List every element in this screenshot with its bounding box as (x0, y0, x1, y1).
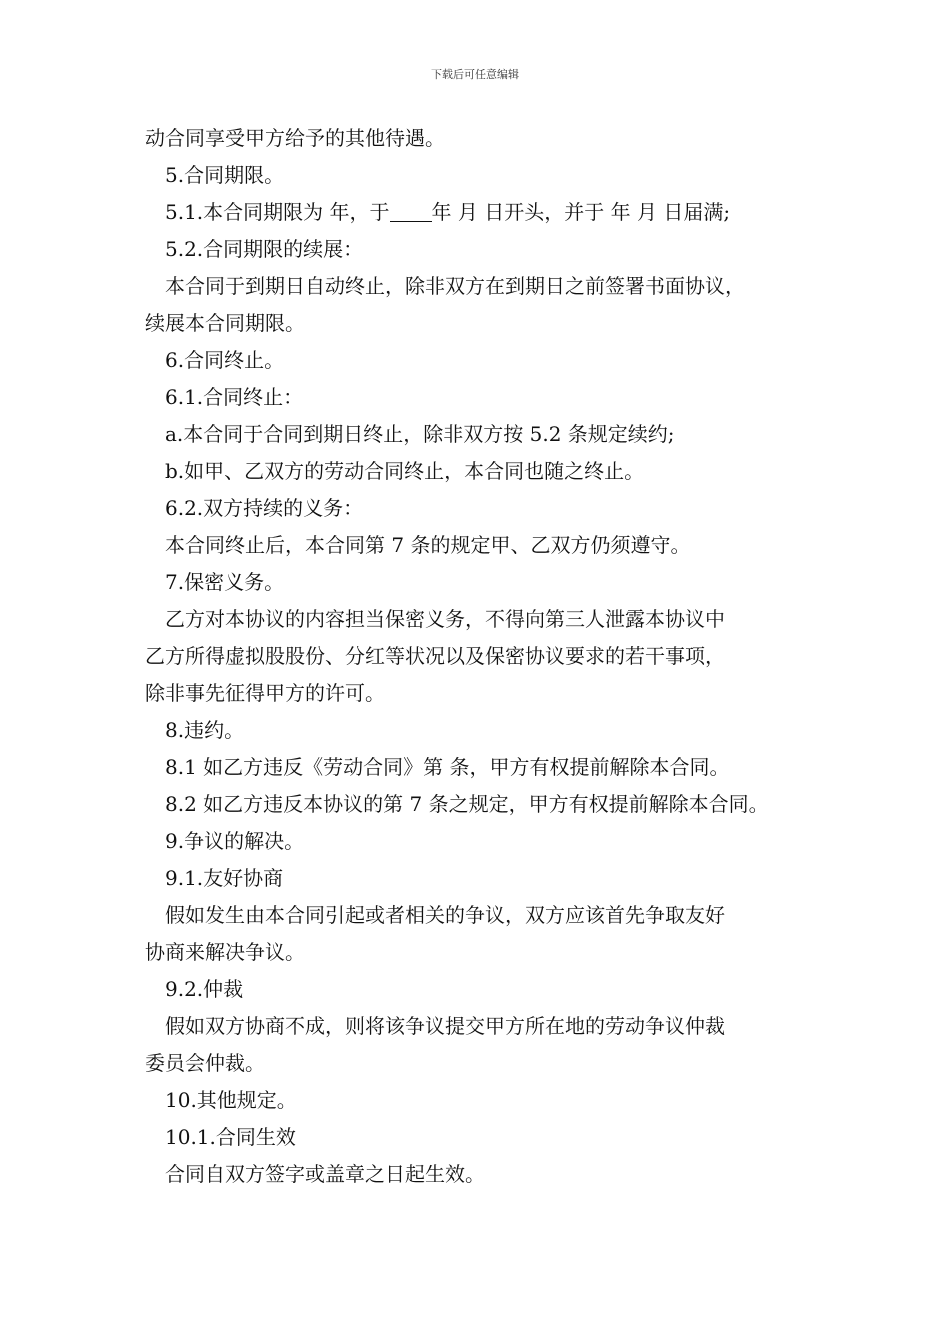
line-text: 除非事先征得甲方的许可。 (145, 681, 385, 705)
paragraph-line (145, 305, 825, 342)
paragraph-line (145, 897, 825, 934)
paragraph-line (145, 1156, 825, 1193)
line-text: 5.1.本合同期限为 年，于 (165, 200, 390, 224)
line-text: 假如发生由本合同引起或者相关的争议，双方应该首先争取友好 (165, 903, 725, 927)
line-text: 6.合同终止。 (165, 348, 285, 372)
line-text: 假如双方协商不成，则将该争议提交甲方所在地的劳动争议仲裁 (165, 1014, 725, 1038)
paragraph-line (145, 1082, 825, 1119)
paragraph-line (145, 749, 825, 786)
line-text: 9.争议的解决。 (165, 829, 305, 853)
line-text: 乙方所得虚拟股股份、分红等状况以及保密协议要求的若干事项， (145, 644, 725, 668)
line-text: 乙方对本协议的内容担当保密义务，不得向第三人泄露本协议中 (165, 607, 725, 631)
line-text: 动合同享受甲方给予的其他待遇。 (145, 126, 445, 150)
paragraph-line (145, 490, 825, 527)
line-text: 本合同终止后，本合同第 7 条的规定甲、乙双方仍须遵守。 (165, 533, 691, 557)
line-text: 8.2 如乙方违反本协议的第 7 条之规定，甲方有权提前解除本合同。 (165, 792, 769, 816)
line-text: 10.1.合同生效 (165, 1125, 296, 1149)
line-text: 委员会仲裁。 (145, 1051, 265, 1075)
line-text: a.本合同于合同到期日终止，除非双方按 5.2 条规定续约; (165, 422, 675, 446)
paragraph-line (145, 1119, 825, 1156)
line-text: 合同自双方签字或盖章之日起生效。 (165, 1162, 485, 1186)
line-text: 续展本合同期限。 (145, 311, 305, 335)
line-text-continued: 年 月 日开头，并于 年 月 日届满; (431, 200, 731, 224)
paragraph-line (145, 1045, 825, 1082)
paragraph-line (145, 934, 825, 971)
paragraph-line (145, 379, 825, 416)
page-header: 下载后可任意编辑 (431, 68, 519, 81)
paragraph-line (145, 638, 825, 675)
fill-in-blank (390, 201, 432, 222)
paragraph-line (145, 712, 825, 749)
document-body (145, 120, 825, 1193)
paragraph-line (145, 416, 825, 453)
line-text: 协商来解决争议。 (145, 940, 305, 964)
line-text: 6.1.合同终止： (165, 385, 304, 409)
paragraph-line (145, 786, 825, 823)
paragraph-line (145, 601, 825, 638)
line-text: 本合同于到期日自动终止，除非双方在到期日之前签署书面协议， (165, 274, 745, 298)
line-text: 8.违约。 (165, 718, 245, 742)
line-text: 7.保密义务。 (165, 570, 285, 594)
paragraph-line (145, 231, 825, 268)
paragraph-line (145, 194, 825, 231)
paragraph-line (145, 268, 825, 305)
paragraph-line (145, 157, 825, 194)
paragraph-line (145, 823, 825, 860)
paragraph-line (145, 453, 825, 490)
line-text: 8.1 如乙方违反《劳动合同》第 条，甲方有权提前解除本合同。 (165, 755, 730, 779)
paragraph-line (145, 527, 825, 564)
line-text: 10.其他规定。 (165, 1088, 297, 1112)
line-text: 5.2.合同期限的续展： (165, 237, 364, 261)
paragraph-line (145, 1008, 825, 1045)
paragraph-line (145, 971, 825, 1008)
line-text: 6.2.双方持续的义务： (165, 496, 364, 520)
paragraph-line (145, 860, 825, 897)
line-text: b.如甲、乙双方的劳动合同终止，本合同也随之终止。 (165, 459, 645, 483)
paragraph-line (145, 564, 825, 601)
line-text: 5.合同期限。 (165, 163, 285, 187)
paragraph-line (145, 342, 825, 379)
line-text: 9.2.仲裁 (165, 977, 244, 1001)
paragraph-line (145, 120, 825, 157)
line-text: 9.1.友好协商 (165, 866, 284, 890)
paragraph-line (145, 675, 825, 712)
